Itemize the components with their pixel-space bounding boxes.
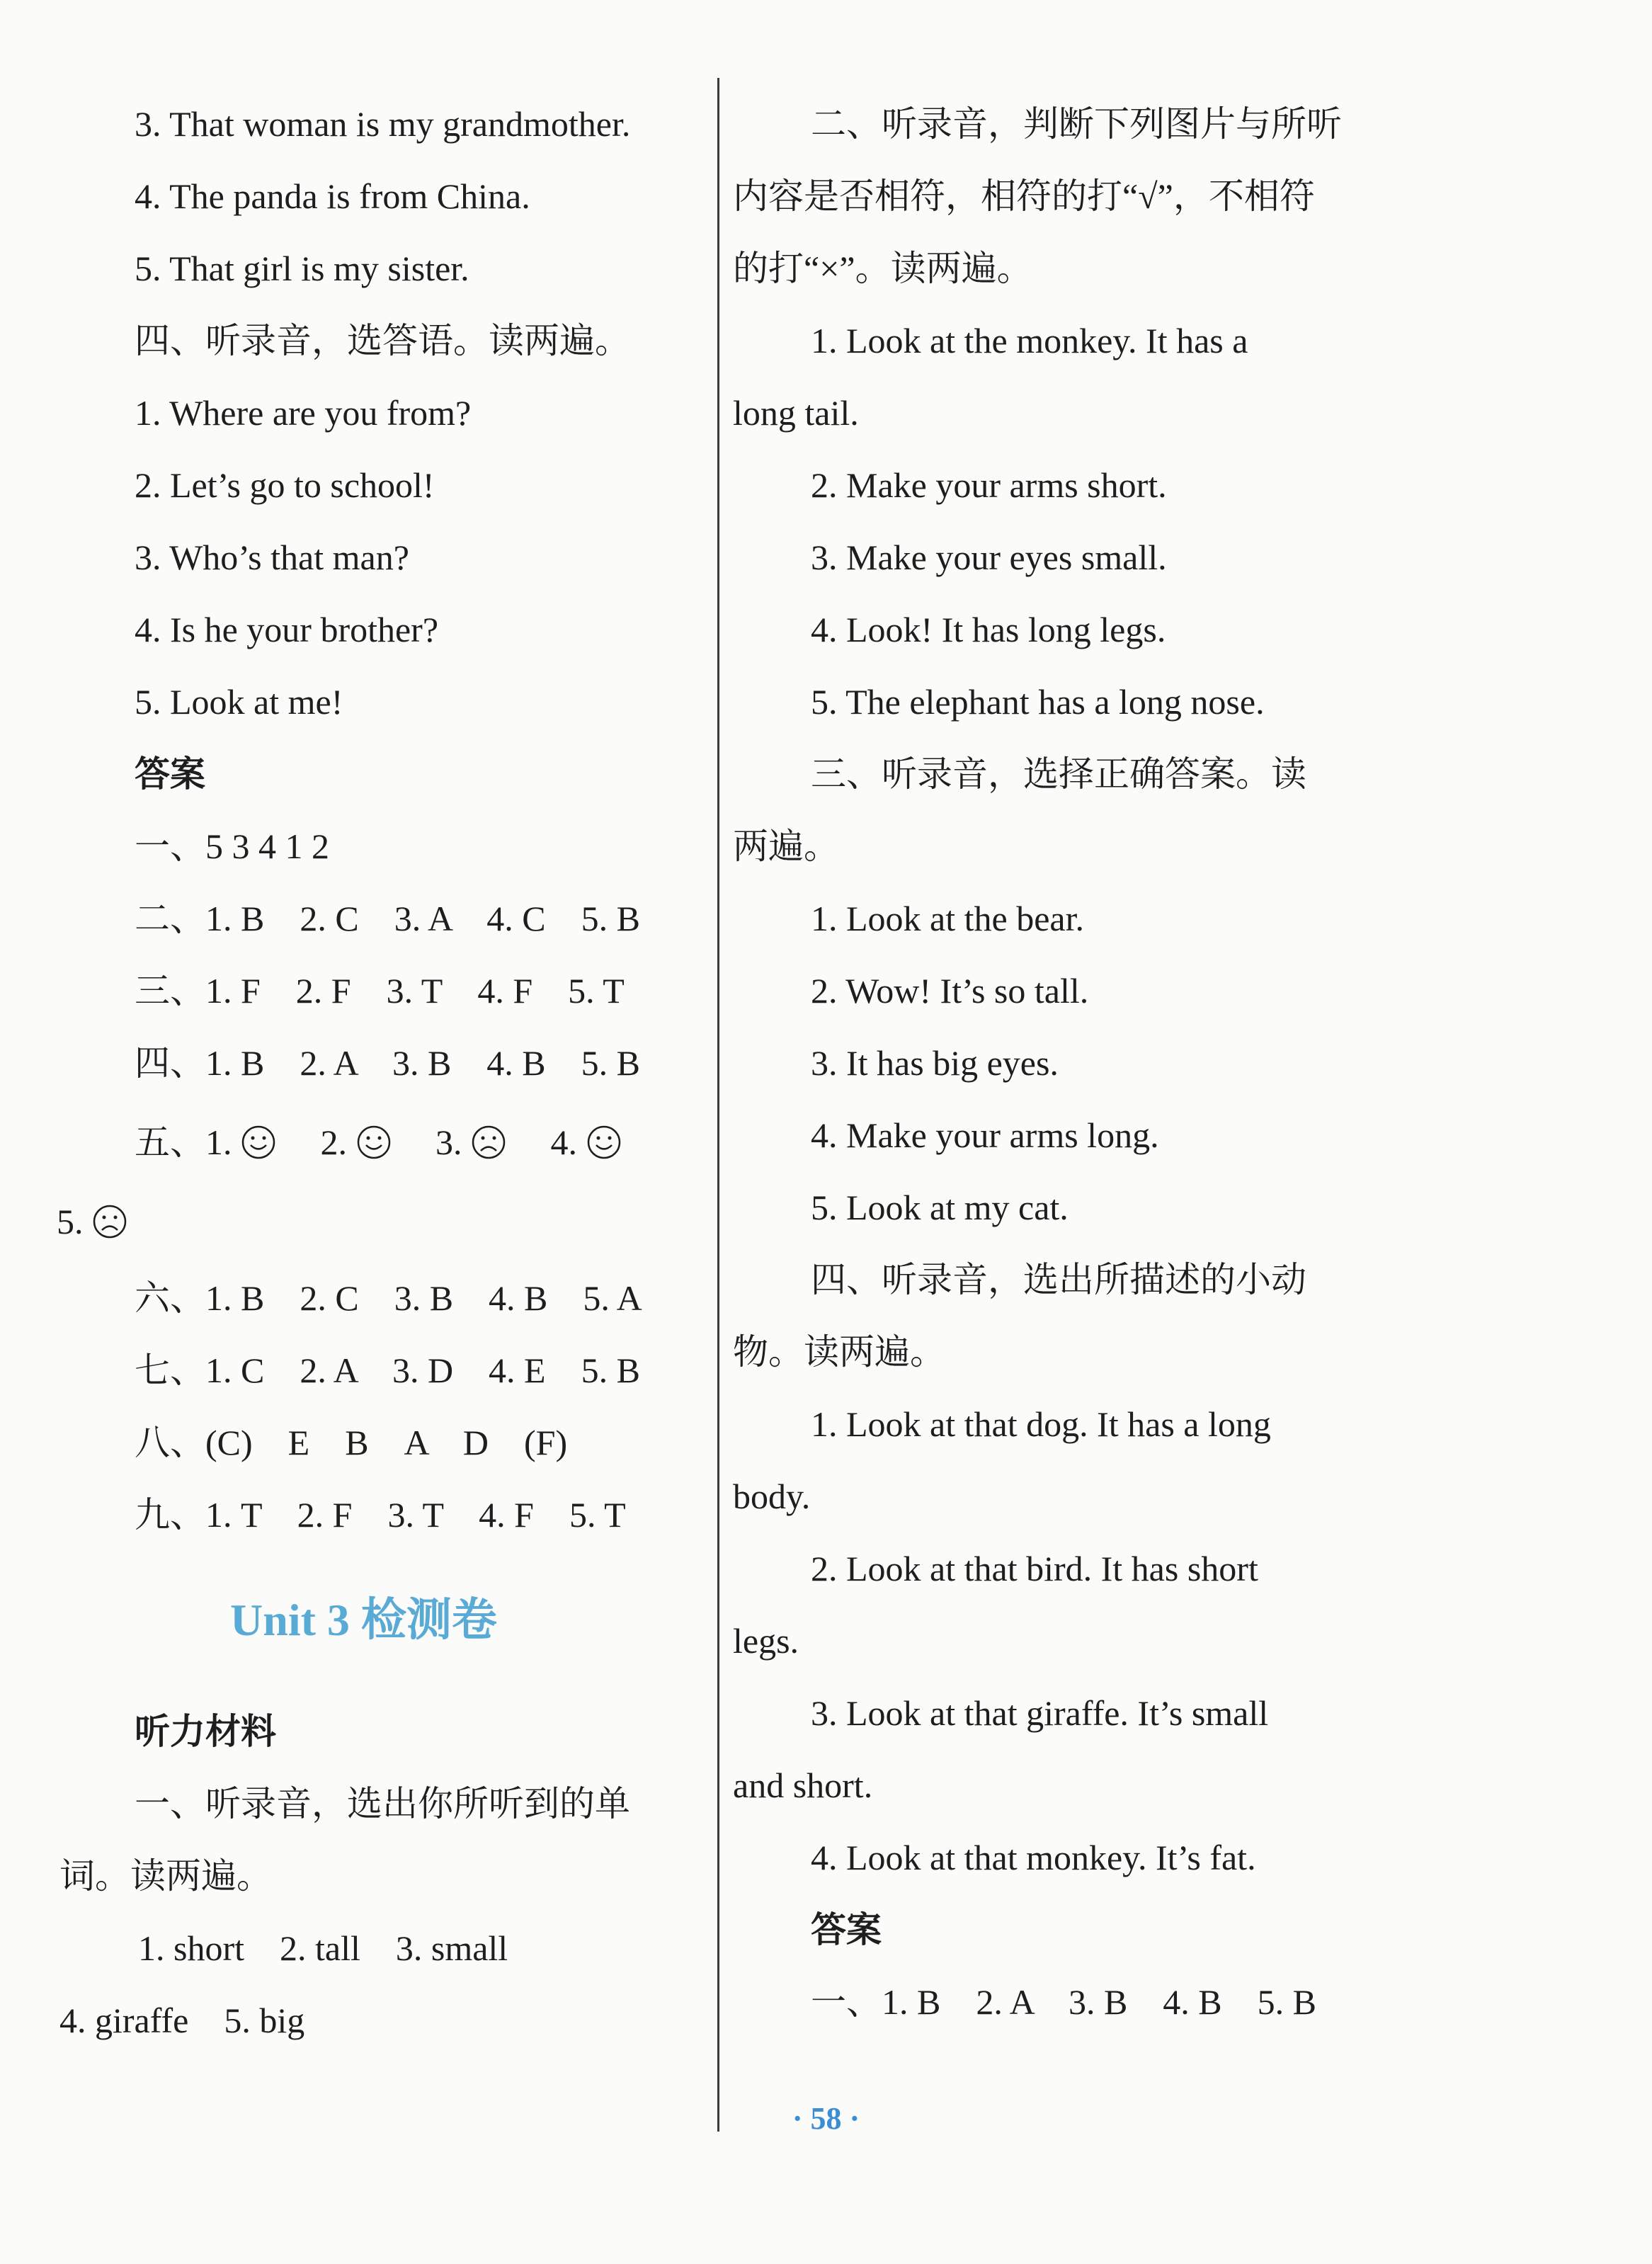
answer-line: 九、1. T 2. F 3. T 4. F 5. T (135, 1495, 626, 1535)
answers-title: 答案 (135, 754, 205, 794)
section-one-instruction: 一、听录音，选出你所听到的单 (135, 1784, 630, 1824)
text-line: 4. Look at that monkey. It’s fat. (811, 1838, 1256, 1877)
smile-face-icon (586, 1125, 622, 1160)
text-line: 3. That woman is my grandmother. (135, 104, 631, 144)
word-list: 1. short 2. tall 3. small (138, 1928, 508, 1968)
section-three-instruction: 三、听录音，选择正确答案。读 (811, 754, 1306, 794)
answer-five-item-num: 5. (57, 1202, 84, 1241)
column-divider (717, 78, 719, 2132)
text-line: legs. (733, 1621, 799, 1661)
smile-face-icon (356, 1125, 392, 1160)
answer-line: 一、1. B 2. A 3. B 4. B 5. B (811, 1982, 1316, 2022)
section-four-instruction: 四、听录音，选答语。读两遍。 (135, 321, 630, 360)
text-line: 5. Look at me! (135, 682, 343, 722)
text-line: 1. Look at that dog. It has a long (811, 1404, 1271, 1444)
smile-face-icon (241, 1125, 276, 1160)
answer-line: 八、(C) E B A D (F) (135, 1423, 568, 1462)
text-line: 4. The panda is from China. (135, 176, 530, 216)
answer-line-five (135, 1117, 622, 1167)
text-line: 4. Look! It has long legs. (811, 610, 1166, 649)
text-line: 4. Make your arms long. (811, 1115, 1159, 1155)
listening-title: 听力材料 (135, 1712, 276, 1751)
section-two-instruction-cont: 的打“×”。读两遍。 (733, 249, 1032, 288)
text-line: 1. Look at the monkey. It has a (811, 321, 1248, 360)
text-line: and short. (733, 1765, 873, 1805)
answer-five-item-num: 2. (320, 1122, 347, 1162)
section-two-instruction-cont: 内容是否相符，相符的打“√”，不相符 (733, 176, 1315, 216)
answer-five-label: 五、 (135, 1122, 205, 1162)
answer-line: 二、1. B 2. C 3. A 4. C 5. B (135, 899, 640, 938)
word-list: 4. giraffe 5. big (59, 2001, 305, 2040)
answer-line: 七、1. C 2. A 3. D 4. E 5. B (135, 1350, 640, 1390)
text-line: 2. Let’s go to school! (135, 465, 435, 505)
text-line: 3. Look at that giraffe. It’s small (811, 1693, 1269, 1733)
answer-line-five-cont (57, 1197, 127, 1246)
text-line: 3. It has big eyes. (811, 1043, 1059, 1083)
answers-title: 答案 (811, 1910, 882, 1950)
frown-face-icon (92, 1204, 127, 1239)
text-line: 5. That girl is my sister. (135, 249, 469, 288)
answer-line: 六、1. B 2. C 3. B 4. B 5. A (135, 1278, 642, 1318)
text-line: body. (733, 1477, 811, 1516)
text-line: 2. Look at that bird. It has short (811, 1549, 1258, 1588)
text-line: 2. Make your arms short. (811, 465, 1167, 505)
text-line: 1. Look at the bear. (811, 899, 1084, 938)
text-line: 2. Wow! It’s so tall. (811, 971, 1089, 1011)
section-two-instruction: 二、听录音，判断下列图片与所听 (811, 104, 1342, 144)
page-number: · 58 · (792, 2101, 860, 2136)
text-line: 3. Who’s that man? (135, 537, 409, 577)
answer-line: 三、1. F 2. F 3. T 4. F 5. T (135, 971, 625, 1011)
answer-five-item-num: 3. (435, 1122, 462, 1162)
answer-five-item-num: 4. (550, 1122, 577, 1162)
frown-face-icon (471, 1125, 506, 1160)
text-line: 5. Look at my cat. (811, 1188, 1069, 1227)
text-line: 5. The elephant has a long nose. (811, 682, 1265, 722)
section-three-instruction-cont: 两遍。 (733, 826, 839, 866)
unit-title: Unit 3 检测卷 (230, 1595, 497, 1645)
text-line: 4. Is he your brother? (135, 610, 439, 649)
section-one-instruction-cont: 词。读两遍。 (59, 1856, 272, 1896)
answer-line: 一、5 3 4 1 2 (135, 826, 329, 866)
answer-five-item-num: 1. (205, 1122, 232, 1162)
section-four-instruction-cont: 物。读两遍。 (733, 1332, 945, 1372)
text-line: long tail. (733, 393, 859, 433)
text-line: 3. Make your eyes small. (811, 537, 1167, 577)
answer-line: 四、1. B 2. A 3. B 4. B 5. B (135, 1043, 640, 1083)
section-four-instruction: 四、听录音，选出所描述的小动 (811, 1260, 1306, 1299)
text-line: 1. Where are you from? (135, 393, 472, 433)
